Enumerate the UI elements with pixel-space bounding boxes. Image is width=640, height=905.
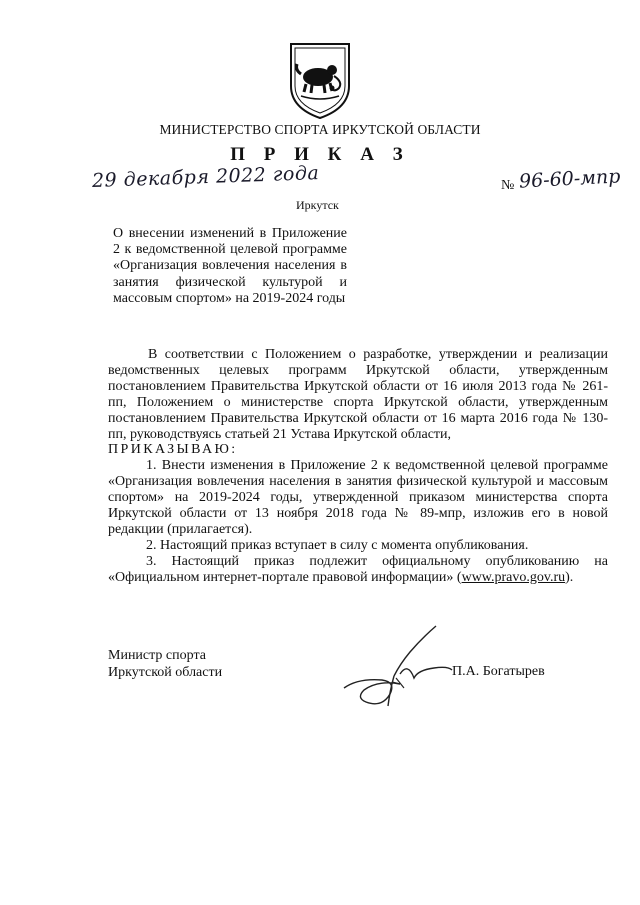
minister-title-line-2: Иркутской области [108, 665, 223, 680]
coat-of-arms-emblem [287, 40, 353, 120]
order-item-3-end: ). [565, 569, 574, 585]
orders-heading: ПРИКАЗЫВАЮ: [108, 442, 238, 458]
minister-title-line-1: Министр спорта [108, 648, 206, 663]
order-body [108, 347, 608, 586]
signer-name: П.А. Богатырев [452, 664, 545, 679]
ministry-name: МИНИСТЕРСТВО СПОРТА ИРКУТСКОЙ ОБЛАСТИ [159, 122, 481, 137]
order-item-3 [108, 554, 608, 586]
document-type-title: П Р И К А З [230, 144, 410, 165]
order-item-2: 2. Настоящий приказ вступает в силу с момента опубликования. [146, 537, 529, 553]
handwritten-number: 96-60-мпр [518, 165, 621, 193]
pravo-gov-link[interactable]: www.pravo.gov.ru [461, 569, 566, 585]
order-item-3-text: 3. Настоящий приказ подлежит официальному опубликованию на «Официальном интернет-портале правовой информации» ( [108, 553, 608, 585]
preamble-paragraph: В соответствии с Положением о разработке, утверждении и реализации ведомственных целевых программ Иркутской области, утвержденным постановлением Правительства Иркутской области от 16 июля 2013 года № 261-пп, Положением о министерстве спорта Иркутской области, утвержденным постановлением Правительства Иркутской области от 16 марта 2016 года № 130-пп, руководствуясь статьей 21 Устава Иркутской области, [108, 347, 608, 442]
handwritten-date: 29 декабря 2022 года [91, 162, 320, 192]
number-sign: № [501, 178, 515, 193]
city-name: Иркутск [296, 198, 339, 212]
order-subject: О внесении изменений в Приложение 2 к ведомственной целевой программе «Организация вовлечения населения в занятия физической культурой и массовым спортом» на 2019-2024 годы [113, 226, 347, 306]
minister-title [108, 647, 222, 681]
order-item-1: 1. Внести изменения в Приложение 2 к ведомственной целевой программе «Организация вовлечения населения в занятия физической культурой и массовым спортом» на 2019-2024 годы, утвержденной приказом министерства спорта Иркутской области от 13 ноября 2018 года № 89-мпр, изложив его в новой редакции (прилагается). [108, 458, 608, 537]
